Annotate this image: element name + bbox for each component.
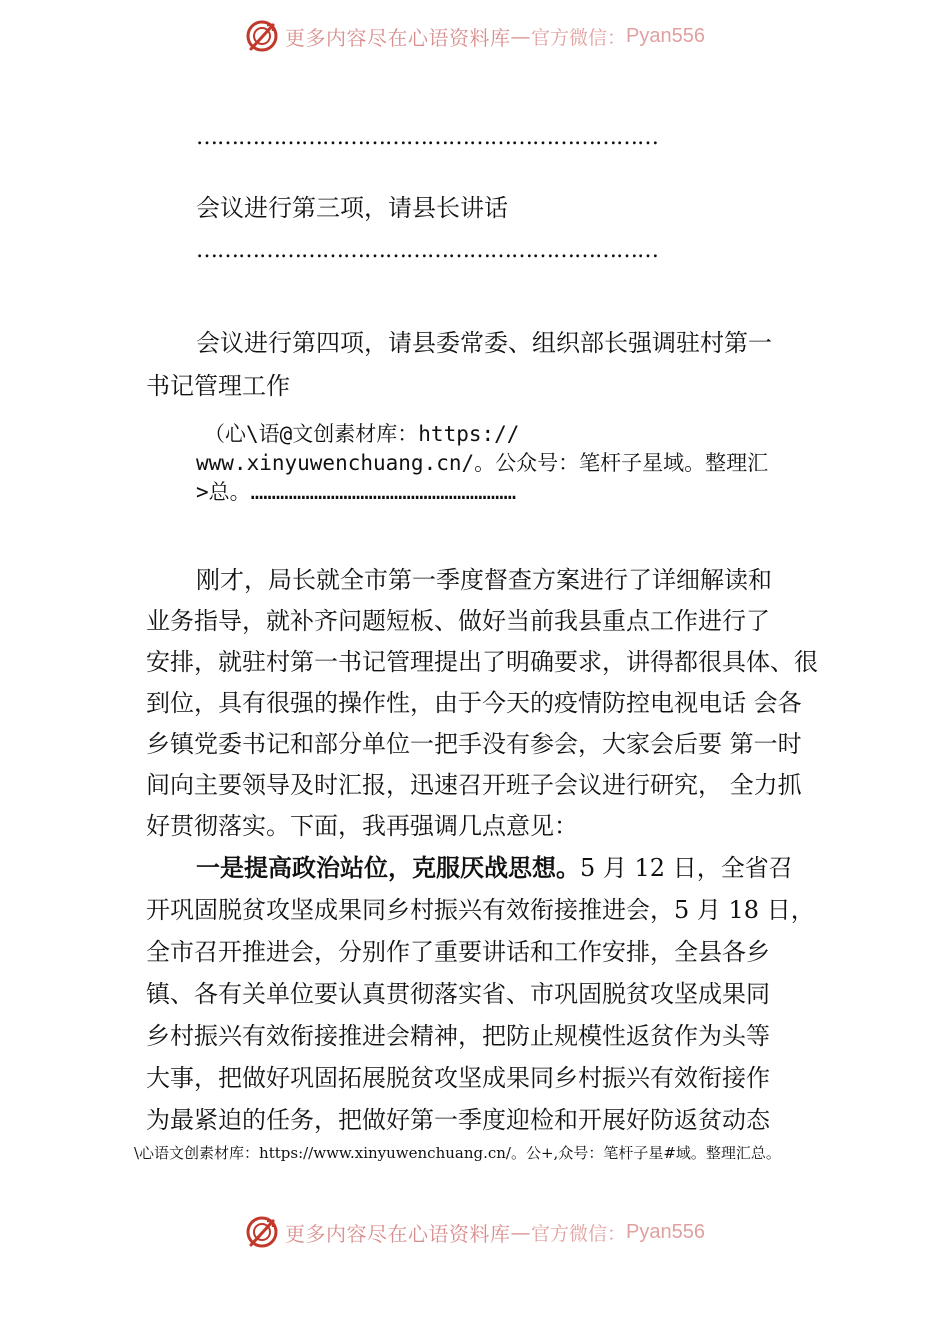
banner-title: 更多内容尽在心语资料库 bbox=[285, 1221, 511, 1246]
footer-note: \心语文创素材库：https://www.xinyuwenchuang.cn/。公+,众号：笔杆子星#域。整理汇总。 bbox=[134, 1144, 781, 1162]
paragraph-2-line-3: 全市召开推进会，分别作了重要讲话和工作安排，全县各乡 bbox=[146, 938, 770, 966]
agenda-item-4-line-2: 书记管理工作 bbox=[146, 372, 290, 400]
banner-official-label: 官方微信： bbox=[531, 1222, 627, 1245]
note-line-3: >总。……………………………………………………… bbox=[196, 480, 517, 504]
ellipsis-line-2: ………………………………………………………… bbox=[196, 238, 658, 263]
logo-icon bbox=[245, 19, 279, 53]
banner-wechat-id: Pyan556 bbox=[626, 1220, 705, 1243]
paragraph-2-line-7: 为最紧迫的任务，把做好第一季度迎检和开展好防返贫动态 bbox=[146, 1106, 770, 1134]
note-line-1: （心\语@文创素材库：https:// bbox=[204, 422, 520, 446]
banner-official-label: 官方微信： bbox=[531, 26, 627, 49]
paragraph-2-line-4: 镇、各有关单位要认真贯彻落实省、市巩固脱贫攻坚成果同 bbox=[146, 980, 770, 1008]
paragraph-1-line-1: 刚才，局长就全市第一季度督查方案进行了详细解读和 bbox=[196, 566, 772, 594]
paragraph-2-heading: 一是提高政治站位，克服厌战思想。 bbox=[196, 854, 580, 882]
agenda-item-4-line-1: 会议进行第四项，请县委常委、组织部长强调驻村第一 bbox=[196, 329, 772, 357]
paragraph-1-line-3: 安排，就驻村第一书记管理提出了明确要求，讲得都很具体、很 bbox=[146, 648, 818, 676]
banner-separator: — bbox=[510, 1220, 531, 1244]
header-banner bbox=[0, 16, 950, 56]
note-line-2: www.xinyuwenchuang.cn/。公众号：笔杆子星域。整理汇 bbox=[196, 451, 769, 475]
paragraph-2-line-1-rest: 5 月 12 日，全省召 bbox=[580, 854, 793, 882]
logo-icon bbox=[245, 1215, 279, 1249]
ellipsis-line-1: ………………………………………………………… bbox=[196, 125, 658, 150]
paragraph-1-line-5: 乡镇党委书记和部分单位一把手没有参会，大家会后要 第一时 bbox=[146, 730, 802, 758]
paragraph-2-line-5: 乡村振兴有效衔接推进会精神，把防止规模性返贫作为头等 bbox=[146, 1022, 770, 1050]
paragraph-2-line-2: 开巩固脱贫攻坚成果同乡村振兴有效衔接推进会，5 月 18 日， bbox=[146, 896, 815, 924]
agenda-item-3: 会议进行第三项，请县长讲话 bbox=[196, 194, 508, 222]
paragraph-2-line-1 bbox=[196, 848, 793, 883]
paragraph-1-line-6: 间向主要领导及时汇报，迅速召开班子会议进行研究， 全力抓 bbox=[146, 771, 802, 799]
banner-separator: — bbox=[510, 24, 531, 48]
paragraph-2-line-6: 大事，把做好巩固拓展脱贫攻坚成果同乡村振兴有效衔接作 bbox=[146, 1064, 770, 1092]
paragraph-1-line-4: 到位，具有很强的操作性，由于今天的疫情防控电视电话 会各 bbox=[146, 689, 802, 717]
footer-banner bbox=[0, 1212, 950, 1252]
paragraph-1-line-7: 好贯彻落实。下面，我再强调几点意见： bbox=[146, 812, 578, 840]
banner-title: 更多内容尽在心语资料库 bbox=[285, 25, 511, 50]
paragraph-1-line-2: 业务指导，就补齐问题短板、做好当前我县重点工作进行了 bbox=[146, 607, 770, 635]
banner-wechat-id: Pyan556 bbox=[626, 24, 705, 47]
